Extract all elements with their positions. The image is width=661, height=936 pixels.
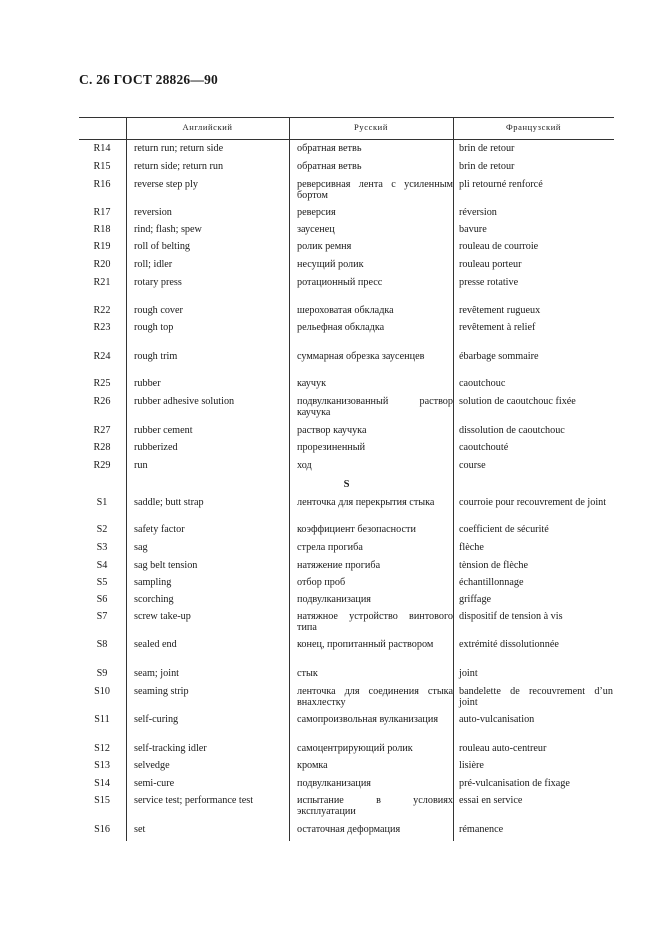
row-english-term: sag [134, 542, 148, 553]
row-french-term: joint [459, 668, 478, 679]
row-english-term: saddle; butt strap [134, 497, 204, 508]
row-russian-term: подвулканизация [297, 778, 371, 789]
row-russian-term: несущий ролик [297, 259, 364, 270]
row-code: R18 [93, 224, 111, 235]
row-english-term: rough top [134, 322, 174, 333]
row-english-term: scorching [134, 594, 174, 605]
row-code: R19 [93, 241, 111, 252]
row-code: R22 [93, 305, 111, 316]
row-french-term: réversion [459, 207, 497, 218]
row-code: R21 [93, 277, 111, 288]
row-russian-term: обратная ветвь [297, 143, 362, 154]
row-russian-term: ленточка для соединения стыка внахлестку [297, 686, 453, 708]
row-french-term: caoutchouc [459, 378, 506, 389]
row-code: S1 [96, 497, 108, 508]
row-french-term: échantillonnage [459, 577, 524, 588]
row-french-term: presse rotative [459, 277, 519, 288]
row-russian-term: стрела прогиба [297, 542, 363, 553]
row-french-term: auto-vulcanisation [459, 714, 535, 725]
row-french-term: pré-vulcanisation de fixage [459, 778, 570, 789]
row-russian-term: раствор каучука [297, 425, 367, 436]
row-russian-term: натяжение прогиба [297, 560, 381, 571]
row-code: R15 [93, 161, 111, 172]
row-russian-term: ленточка для перекрытия стыка [297, 497, 435, 508]
row-russian-term: самопроизвольная вулканизация [297, 714, 439, 725]
row-french-term: extrémité dissolutionnée [459, 639, 559, 650]
row-russian-term: рельефная обкладка [297, 322, 385, 333]
row-french-term: dissolution de caoutchouc [459, 425, 565, 436]
row-russian-term: испытание в условиях эксплуатации [297, 795, 453, 817]
row-french-term: bavure [459, 224, 487, 235]
row-code: R24 [93, 351, 111, 362]
row-english-term: selvedge [134, 760, 170, 771]
row-russian-term: обратная ветвь [297, 161, 362, 172]
row-code: R28 [93, 442, 111, 453]
row-french-term: bandelette de recouvrement d’un joint [459, 686, 613, 708]
row-code: S7 [96, 611, 108, 622]
row-english-term: rubber cement [134, 425, 193, 436]
row-code: S8 [96, 639, 108, 650]
row-english-term: self-tracking idler [134, 743, 207, 754]
row-english-term: seam; joint [134, 668, 179, 679]
row-code: S3 [96, 542, 108, 553]
row-code: S16 [94, 824, 110, 835]
row-russian-term: ролик ремня [297, 241, 352, 252]
row-french-term: tènsion de flèche [459, 560, 529, 571]
row-english-term: semi-cure [134, 778, 175, 789]
row-french-term: flèche [459, 542, 484, 553]
row-code: S14 [94, 778, 110, 789]
row-english-term: run [134, 460, 148, 471]
row-french-term: lisière [459, 760, 484, 771]
row-russian-term: ротационный пресс [297, 277, 383, 288]
row-french-term: rouleau de courroie [459, 241, 539, 252]
row-english-term: rind; flash; spew [134, 224, 202, 235]
row-code: S15 [94, 795, 110, 806]
row-english-term: reversion [134, 207, 172, 218]
row-english-term: safety factor [134, 524, 185, 535]
row-english-term: rotary press [134, 277, 182, 288]
row-russian-term: натяжное устройство винтового типа [297, 611, 453, 633]
row-russian-term: прорезиненный [297, 442, 366, 453]
row-code: S11 [94, 714, 110, 725]
column-header-russian: Русский [354, 122, 388, 132]
table-top-rule [79, 117, 614, 118]
row-russian-term: остаточная деформация [297, 824, 401, 835]
row-french-term: solution de caoutchouc fixée [459, 396, 576, 407]
row-russian-term: реверсия [297, 207, 336, 218]
row-french-term: rouleau porteur [459, 259, 522, 270]
row-english-term: sealed end [134, 639, 177, 650]
row-code: S9 [96, 668, 108, 679]
row-russian-term: коэффициент безопасности [297, 524, 416, 535]
row-english-term: roll of belting [134, 241, 191, 252]
row-code: S10 [94, 686, 110, 697]
row-english-term: rubber adhesive solution [134, 396, 235, 407]
row-russian-term: подвулканизация [297, 594, 371, 605]
row-english-term: service test; performance test [134, 795, 254, 806]
row-english-term: screw take-up [134, 611, 191, 622]
row-english-term: sag belt tension [134, 560, 198, 571]
page-header: С. 26 ГОСТ 28826—90 [79, 72, 218, 87]
row-french-term: ébarbage sommaire [459, 351, 539, 362]
row-russian-term: самоцентрирующий ролик [297, 743, 413, 754]
row-english-term: return run; return side [134, 143, 224, 154]
row-russian-term: шероховатая обкладка [297, 305, 394, 316]
row-french-term: griffage [459, 594, 492, 605]
row-english-term: rough trim [134, 351, 178, 362]
row-french-term: rouleau auto-centreur [459, 743, 547, 754]
row-code: S6 [96, 594, 108, 605]
row-russian-term: отбор проб [297, 577, 346, 588]
row-french-term: dispositif de tension à vis [459, 611, 563, 622]
row-english-term: reverse step ply [134, 179, 198, 190]
row-french-term: pli retourné renforcé [459, 179, 543, 190]
row-french-term: course [459, 460, 486, 471]
row-english-term: sampling [134, 577, 172, 588]
row-english-term: return side; return run [134, 161, 224, 172]
row-code: R25 [93, 378, 111, 389]
row-russian-term: каучук [297, 378, 327, 389]
row-french-term: essai en service [459, 795, 523, 806]
row-code: S12 [94, 743, 110, 754]
row-english-term: self-curing [134, 714, 179, 725]
row-code: R23 [93, 322, 111, 333]
row-code: R14 [93, 143, 111, 154]
row-code: R29 [93, 460, 111, 471]
row-code: R27 [93, 425, 111, 436]
column-header-english: Английский [182, 122, 233, 132]
row-french-term: courroie pour recouvrement de joint [459, 497, 607, 508]
row-english-term: rubberized [134, 442, 178, 453]
row-english-term: seaming strip [134, 686, 189, 697]
row-russian-term: суммарная обрезка заусенцев [297, 351, 425, 362]
row-code: S2 [96, 524, 108, 535]
row-french-term: brin de retour [459, 161, 515, 172]
row-russian-term: реверсивная лента с усиленным бортом [297, 179, 453, 201]
row-code: S5 [96, 577, 108, 588]
row-code: R20 [93, 259, 111, 270]
row-french-term: revêtement à relief [459, 322, 536, 333]
row-code: S4 [96, 560, 108, 571]
row-french-term: brin de retour [459, 143, 515, 154]
row-english-term: rubber [134, 378, 161, 389]
row-code: R17 [93, 207, 111, 218]
row-russian-term: заусенец [297, 224, 335, 235]
row-french-term: revêtement rugueux [459, 305, 541, 316]
section-letter: S [343, 479, 350, 490]
row-code: R16 [93, 179, 111, 190]
row-code: R26 [93, 396, 111, 407]
row-russian-term: ход [297, 460, 312, 471]
row-russian-term: подвулканизованный раствор каучука [297, 396, 453, 418]
table-header-rule [79, 139, 614, 140]
row-french-term: caoutchouté [459, 442, 509, 453]
row-russian-term: кромка [297, 760, 328, 771]
row-russian-term: конец, пропитанный раствором [297, 639, 434, 650]
row-english-term: set [134, 824, 146, 835]
row-code: S13 [94, 760, 110, 771]
row-french-term: coefficient de sécurité [459, 524, 549, 535]
row-french-term: rémanence [459, 824, 504, 835]
row-english-term: rough cover [134, 305, 183, 316]
row-russian-term: стык [297, 668, 318, 679]
column-header-french: Французский [505, 122, 562, 132]
row-english-term: roll; idler [134, 259, 173, 270]
